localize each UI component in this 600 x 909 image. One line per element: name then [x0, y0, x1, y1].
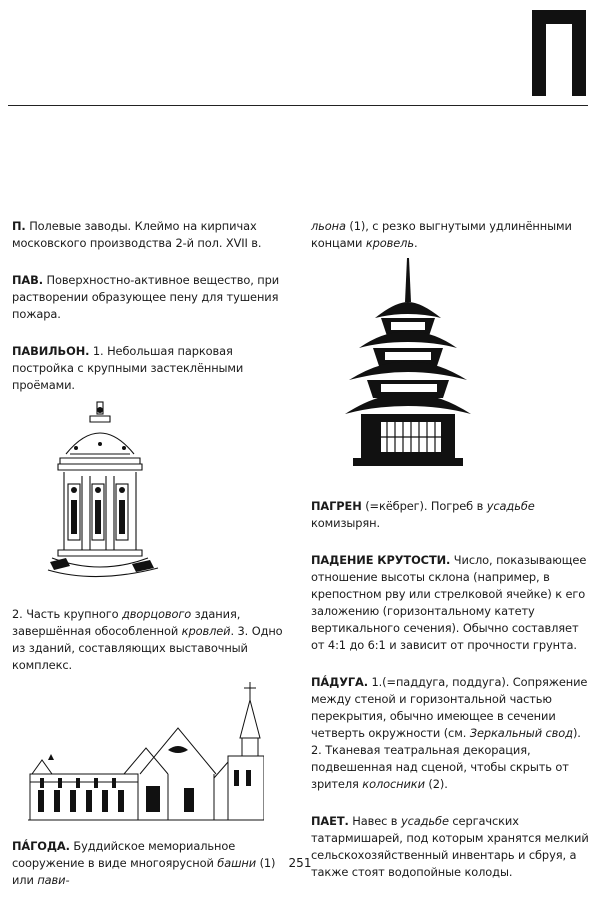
- crossref: льона: [311, 219, 346, 233]
- definition: комизырян.: [311, 516, 381, 530]
- section-letter-p: [532, 10, 586, 96]
- definition: Полевые заводы. Клеймо на кирпичах московского производства 2-й пол. XVII в.: [12, 219, 262, 250]
- definition: .: [413, 236, 418, 250]
- entry-pav: [12, 272, 290, 323]
- definition: (2).: [424, 777, 448, 791]
- definition: . 3. Одно из зданий, составляющих выставочный комплекс.: [12, 624, 283, 672]
- headword: ПАДЕНИЕ КРУТОСТИ.: [311, 553, 451, 567]
- pagoda-illustration: [345, 258, 475, 474]
- crossref: дворцового: [122, 607, 192, 621]
- header-rule: [8, 105, 588, 106]
- definition: (1) или: [12, 856, 276, 887]
- entry-pagren: [311, 498, 593, 532]
- headword: ПАВИЛЬОН.: [12, 344, 90, 358]
- headword: ПÁДУГА.: [311, 675, 368, 689]
- headword: ПÁГОДА.: [12, 839, 70, 853]
- definition: Поверхностно-активное вещество, при растворении образующее пену для тушения пожара.: [12, 273, 280, 321]
- definition: сергачских татармишарей, под которым хранятся мелкий сельскохозяйственный инвентарь и сбруя, а также стоят водопойные колоды.: [311, 814, 589, 879]
- definition: 1.(=паддуга, поддуга). Сопряжение между стеной и горизонтальной частью перекрытия, обычно имеющее в сечении четверть окружности (см.: [311, 675, 588, 740]
- crossref: усадьбе: [486, 499, 535, 513]
- definition: 1. Небольшая парковая постройка с крупными застеклёнными проёмами.: [12, 344, 244, 392]
- definition: ). 2. Тканевая театральная декорация, подвешенная над сценой, чтобы скрыть от зрителя: [311, 726, 581, 791]
- page-number: 251: [288, 856, 312, 870]
- headword: ПАВ.: [12, 273, 43, 287]
- entry-pagoda-cont: [311, 218, 593, 252]
- crossref: усадьбе: [400, 814, 449, 828]
- definition: (1), с резко выгнутыми удлинёнными концами: [311, 219, 572, 250]
- crossref: башни: [217, 856, 257, 870]
- entry-p: [12, 218, 290, 252]
- definition: Навес в: [348, 814, 401, 828]
- left-column: [12, 218, 290, 909]
- crossref: пави-: [37, 873, 70, 887]
- pavilion-illustration: [46, 400, 166, 582]
- headword: П.: [12, 219, 26, 233]
- crossref: Зеркальный свод: [469, 726, 573, 740]
- headword: ПАГРЕН: [311, 499, 362, 513]
- entry-paet: [311, 813, 593, 881]
- definition: (=кёбрег). Погреб в: [361, 499, 487, 513]
- crossref: кровель: [365, 236, 414, 250]
- right-column: [311, 218, 593, 901]
- definition: Число, показывающее отношение высоты склона (например, в крепостном рву или стрелковой ячейке) к его заложению (горизонтальному катету вертикального сечения). Обычно составляет от 4:1 до 6:1 и зависит от прочности грунта.: [311, 553, 587, 652]
- entry-pavilion: [12, 343, 290, 394]
- entry-padenie-krutosti: [311, 552, 593, 654]
- definition: 2. Часть крупного: [12, 607, 122, 621]
- definition: здания, завершённая обособленной: [12, 607, 241, 638]
- headword: ПАЕТ.: [311, 814, 349, 828]
- definition: Буддийское мемориальное сооружение в виде многоярусной: [12, 839, 236, 870]
- exhibition-complex-illustration: [28, 678, 264, 826]
- entry-pavilion-cont: [12, 606, 290, 674]
- entry-paduga: [311, 674, 593, 793]
- crossref: колосники: [362, 777, 425, 791]
- crossref: кровлей: [181, 624, 231, 638]
